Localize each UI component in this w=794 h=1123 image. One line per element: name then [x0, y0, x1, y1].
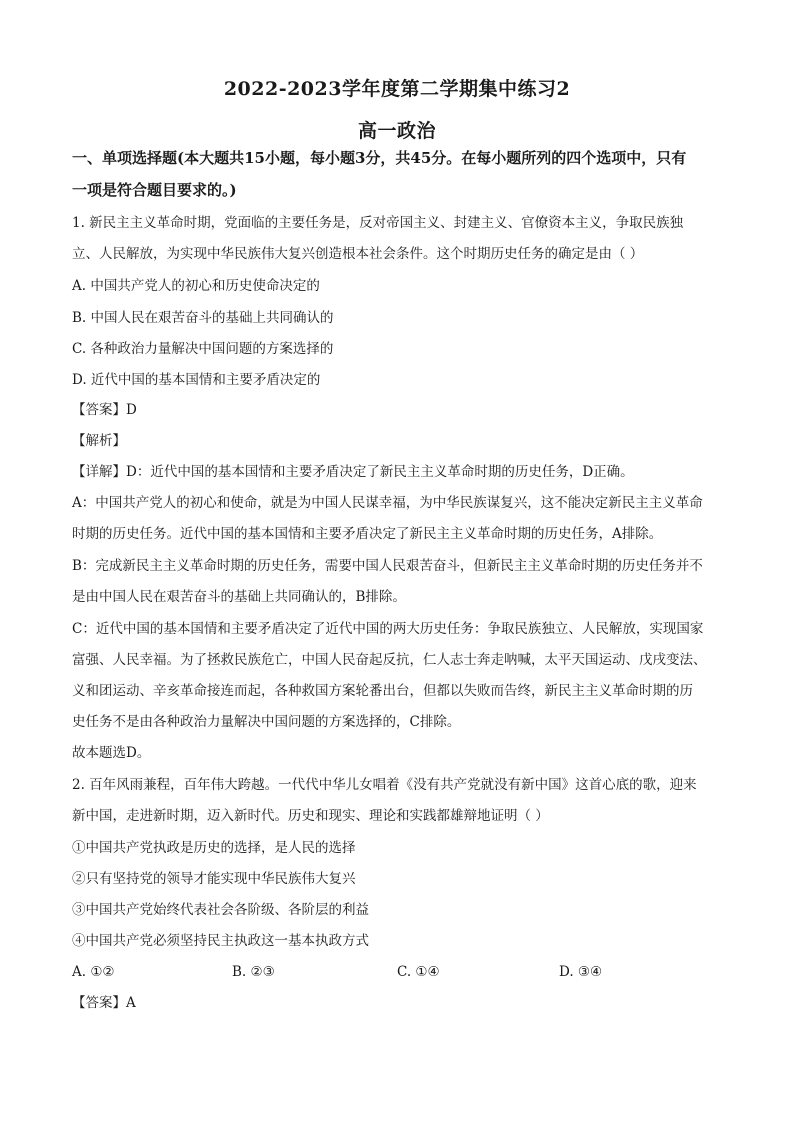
q2-stem-line1: 2. 百年风雨兼程，百年伟大跨越。一代代中华儿女唱着《没有共产党就没有新中国》这首心底的歌，迎来 — [72, 777, 697, 793]
q2-item-1: ①中国共产党执政是历史的选择，是人民的选择 — [72, 840, 356, 856]
q2-item-4: ④中国共产党必须坚持民主执政这一基本执政方式 — [72, 933, 369, 949]
q1-stem-line1: 1. 新民主主义革命时期，党面临的主要任务是，反对帝国主义、封建主义、官僚资本主义，争取民族独 — [72, 215, 684, 231]
q2-stem-line2: 新中国，走进新时期，迈入新时代。历史和现实、理论和实践都雄辩地证明（ ） — [72, 808, 549, 824]
q1-option-a: A. 中国共产党人的初心和历史使命决定的 — [72, 278, 320, 294]
q2-item-2: ②只有坚持党的领导才能实现中华民族伟大复兴 — [72, 871, 356, 887]
q1-detail-line2: A：中国共产党人的初心和使命，就是为中国人民谋幸福，为中华民族谋复兴，这不能决定新民主主义革命 — [72, 495, 703, 511]
q1-detail-line7: 富强、人民幸福。为了拯救民族危亡，中国人民奋起反抗，仁人志士奔走呐喊，太平天国运动、戊戌变法、 — [72, 652, 707, 668]
q2-option-c: C. ①④ — [397, 964, 440, 980]
section-heading-line2: 一项是符合题目要求的。) — [72, 181, 237, 199]
q1-analysis-label: 【解析】 — [72, 433, 126, 449]
q1-option-d: D. 近代中国的基本国情和主要矛盾决定的 — [72, 372, 321, 388]
q1-detail-line8: 义和团运动、辛亥革命接连而起，各种救国方案轮番出台，但都以失败而告终，新民主主义革命时期的历 — [72, 683, 693, 699]
q1-conclusion: 故本题选D。 — [72, 745, 151, 761]
q1-option-b: B. 中国人民在艰苦奋斗的基础上共同确认的 — [72, 310, 334, 326]
q1-answer: 【答案】D — [72, 402, 137, 418]
q1-detail-line1: 【详解】D：近代中国的基本国情和主要矛盾决定了新民主主义革命时期的历史任务，D正确。 — [72, 464, 634, 480]
q1-detail-line9: 史任务不是由各种政治力量解决中国问题的方案选择的，C排除。 — [72, 714, 461, 730]
q2-answer: 【答案】A — [72, 995, 136, 1011]
q1-detail-line6: C：近代中国的基本国情和主要矛盾决定了近代中国的两大历史任务：争取民族独立、人民解放，实现国家 — [72, 621, 704, 637]
q2-item-3: ③中国共产党始终代表社会各阶级、各阶层的利益 — [72, 902, 369, 918]
q2-option-d: D. ③④ — [559, 964, 603, 980]
page-title: 2022-2023学年度第二学期集中练习2 — [223, 78, 571, 100]
q1-detail-line4: B：完成新民主主义革命时期的历史任务，需要中国人民艰苦奋斗，但新民主主义革命时期的历史任务并不 — [72, 558, 703, 574]
q1-option-c: C. 各种政治力量解决中国问题的方案选择的 — [72, 341, 334, 357]
q1-stem-line2: 立、人民解放，为实现中华民族伟大复兴创造根本社会条件。这个时期历史任务的确定是由（ ） — [72, 246, 644, 262]
q1-detail-line5: 是由中国人民在艰苦奋斗的基础上共同确认的，B排除。 — [72, 589, 406, 605]
q2-option-b: B. ②③ — [232, 964, 275, 980]
q2-option-a: A. ①② — [72, 964, 115, 980]
section-heading-line1: 一、单项选择题(本大题共15小题，每小题3分，共45分。在每小题所列的四个选项中，只有 — [72, 149, 687, 167]
page-subtitle: 高一政治 — [357, 120, 436, 142]
q1-detail-line3: 时期的历史任务。近代中国的基本国情和主要矛盾决定了新民主主义革命时期的历史任务，A排除。 — [72, 526, 663, 542]
